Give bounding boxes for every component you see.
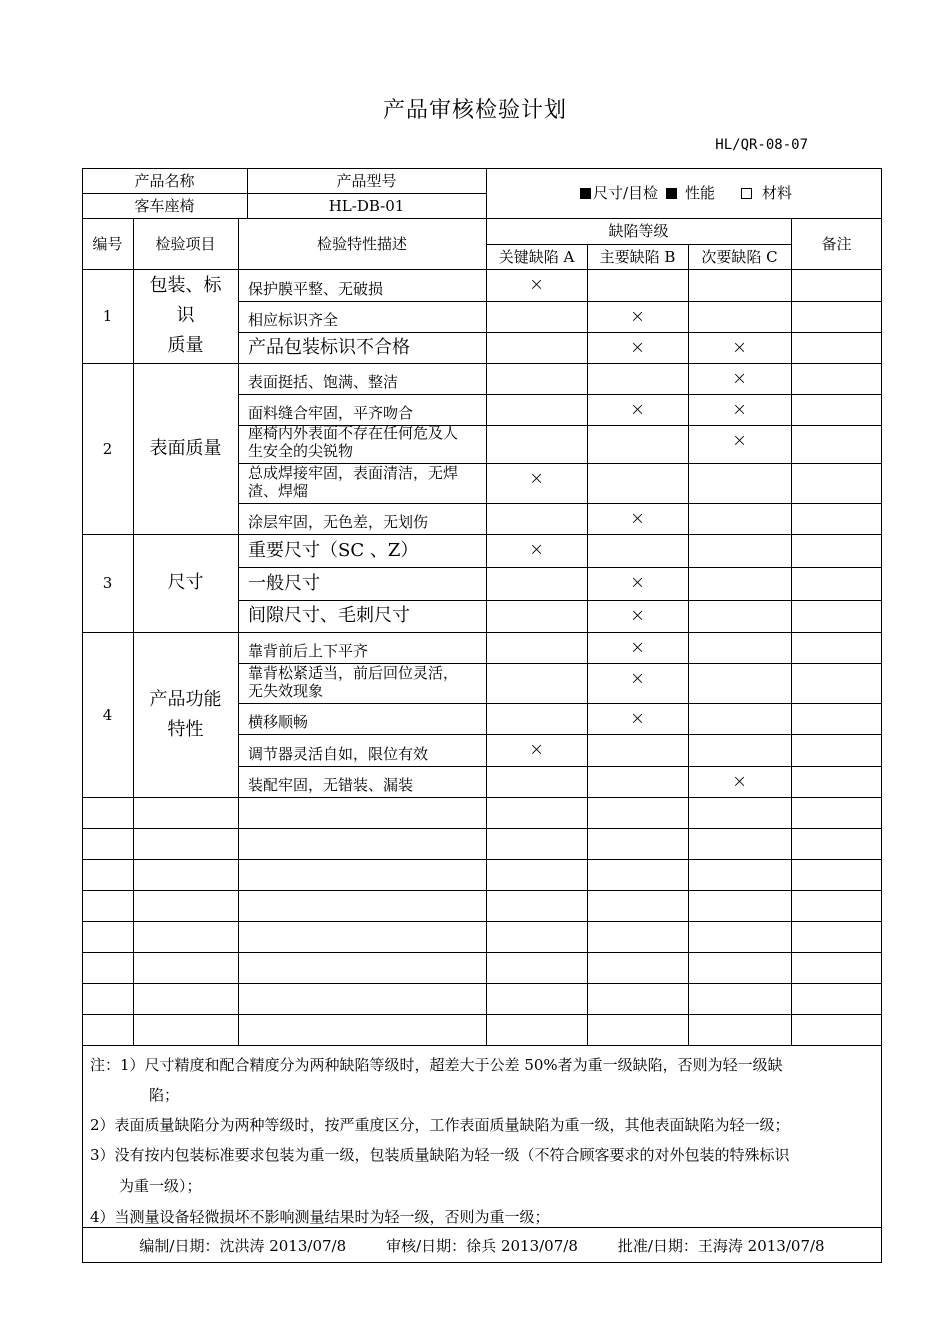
grid-line	[82, 921, 882, 922]
group-number: 3	[102, 574, 113, 592]
group-item-line: 产品功能	[149, 688, 222, 710]
group-item-line: 质量	[167, 335, 204, 356]
group-item	[133, 534, 238, 632]
prepared-by: 编制/日期：沈洪涛 2013/07/8	[139, 1236, 347, 1255]
defect-mark-c: ×	[731, 337, 748, 358]
inspection-characteristic: 靠背前后上下平齐	[248, 642, 369, 660]
product-model-value: HL-DB-01	[328, 196, 405, 215]
inspection-characteristic: 一般尺寸	[248, 572, 320, 594]
check-type-label: 尺寸/目检	[592, 184, 659, 202]
check-type-options	[486, 168, 882, 218]
inspection-characteristic: 总成焊接牢固，表面清洁，无焊渣、焊熘	[248, 464, 459, 500]
grid-line	[82, 983, 882, 984]
column-header-defect-level: 缺陷等级	[608, 222, 669, 240]
note-line-3-cont: 为重一级）；	[119, 1177, 202, 1195]
defect-mark-b: ×	[629, 399, 646, 420]
approved-by: 批准/日期：王海涛 2013/07/8	[617, 1236, 825, 1255]
defect-mark-b: ×	[629, 605, 646, 626]
column-header-a: 关键缺陷 A	[498, 247, 575, 266]
inspection-characteristic: 调节器灵活自如，限位有效	[248, 745, 429, 763]
inspection-characteristic: 保护膜平整、无破损	[248, 280, 384, 298]
defect-mark-a: ×	[528, 468, 545, 489]
note-line-1-cont: 陷；	[149, 1086, 180, 1104]
inspection-characteristic: 重要尺寸（SC 、Z）	[248, 539, 419, 561]
inspection-characteristic: 座椅内外表面不存在任何危及人生安全的尖锐物	[248, 424, 459, 460]
inspection-characteristic: 靠背松紧适当，前后回位灵活，无失效现象	[248, 664, 459, 700]
column-header-no: 编号	[92, 234, 123, 253]
group-number: 4	[102, 705, 113, 724]
column-header-remark: 备注	[821, 234, 852, 253]
group-number: 2	[102, 439, 113, 458]
note-line-4: 4）当测量设备轻微损坏不影响测量结果时为轻一级，否则为重一级；	[90, 1208, 550, 1226]
grid-line	[82, 828, 882, 829]
group-item	[133, 269, 238, 363]
defect-mark-b: ×	[629, 337, 646, 358]
check-type-1	[666, 184, 715, 202]
grid-line	[688, 244, 689, 1045]
inspection-characteristic: 装配牢固，无错装、漏装	[248, 776, 414, 794]
group-number: 1	[102, 307, 113, 325]
group-item	[133, 363, 238, 534]
defect-mark-a: ×	[528, 739, 545, 760]
note-line-1: 注：1）尺寸精度和配合精度分为两种缺陷等级时，超差大于公差 50%者为重一级缺陷，否则为轻一级缺	[90, 1056, 783, 1074]
checked-box-icon	[666, 188, 677, 199]
group-item	[133, 632, 238, 797]
inspection-characteristic: 间隙尺寸、毛刺尺寸	[248, 605, 410, 626]
note-line-2: 2）表面质量缺陷分为两种等级时，按严重度区分，工作表面质量缺陷为重一级，其他表面缺陷为轻一级；	[90, 1116, 790, 1134]
product-name-label: 产品名称	[134, 171, 195, 190]
group-item-line: 表面质量	[149, 437, 222, 459]
checked-box-icon	[580, 188, 591, 199]
defect-mark-b: ×	[629, 572, 646, 593]
product-name-value: 客车座椅	[134, 196, 195, 215]
group-item-line: 特性	[167, 718, 204, 740]
inspection-characteristic: 相应标识齐全	[248, 311, 339, 329]
page-title: 产品审核检验计划	[382, 98, 567, 123]
signature-footer	[82, 1227, 882, 1263]
check-type-2	[741, 184, 792, 202]
defect-mark-b: ×	[629, 668, 646, 689]
unchecked-box-icon	[741, 188, 752, 199]
defect-mark-a: ×	[528, 539, 545, 560]
check-type-0	[580, 184, 658, 202]
inspection-characteristic: 横移顺畅	[248, 713, 309, 731]
column-header-c: 次要缺陷 C	[701, 247, 778, 266]
defect-mark-c: ×	[731, 430, 748, 451]
group-item-line: 识	[176, 305, 195, 326]
check-type-label: 性能	[685, 184, 716, 202]
reviewed-by: 审核/日期：徐兵 2013/07/8	[386, 1236, 578, 1255]
grid-line	[82, 859, 882, 860]
grid-line	[82, 1014, 882, 1015]
defect-mark-c: ×	[731, 399, 748, 420]
column-header-item: 检验项目	[155, 234, 216, 253]
column-header-b: 主要缺陷 B	[599, 247, 676, 266]
grid-line	[82, 797, 882, 798]
product-model-label: 产品型号	[336, 171, 397, 190]
defect-mark-b: ×	[629, 708, 646, 729]
note-line-3: 3）没有按内包装标准要求包装为重一级，包装质量缺陷为轻一级（不符合顾客要求的对外包装的特殊标识	[90, 1146, 790, 1164]
defect-mark-a: ×	[528, 274, 545, 295]
inspection-characteristic: 涂层牢固，无色差，无划伤	[248, 513, 429, 531]
grid-line	[82, 890, 882, 891]
group-item-line: 包装、标	[149, 275, 222, 296]
document-number: HL/QR-08-07	[715, 137, 808, 153]
group-item-line: 尺寸	[167, 572, 204, 593]
grid-line	[82, 952, 882, 953]
defect-mark-b: ×	[629, 306, 646, 327]
inspection-characteristic: 产品包装标识不合格	[248, 336, 410, 358]
column-header-desc: 检验特性描述	[316, 234, 407, 253]
defect-mark-c: ×	[731, 368, 748, 389]
defect-mark-b: ×	[629, 508, 646, 529]
check-type-label: 材料	[762, 184, 793, 202]
defect-mark-b: ×	[629, 637, 646, 658]
inspection-characteristic: 表面挺括、饱满、整洁	[248, 373, 399, 391]
grid-line	[82, 1045, 882, 1046]
inspection-characteristic: 面料缝合牢固，平齐吻合	[248, 404, 414, 422]
defect-mark-c: ×	[731, 771, 748, 792]
